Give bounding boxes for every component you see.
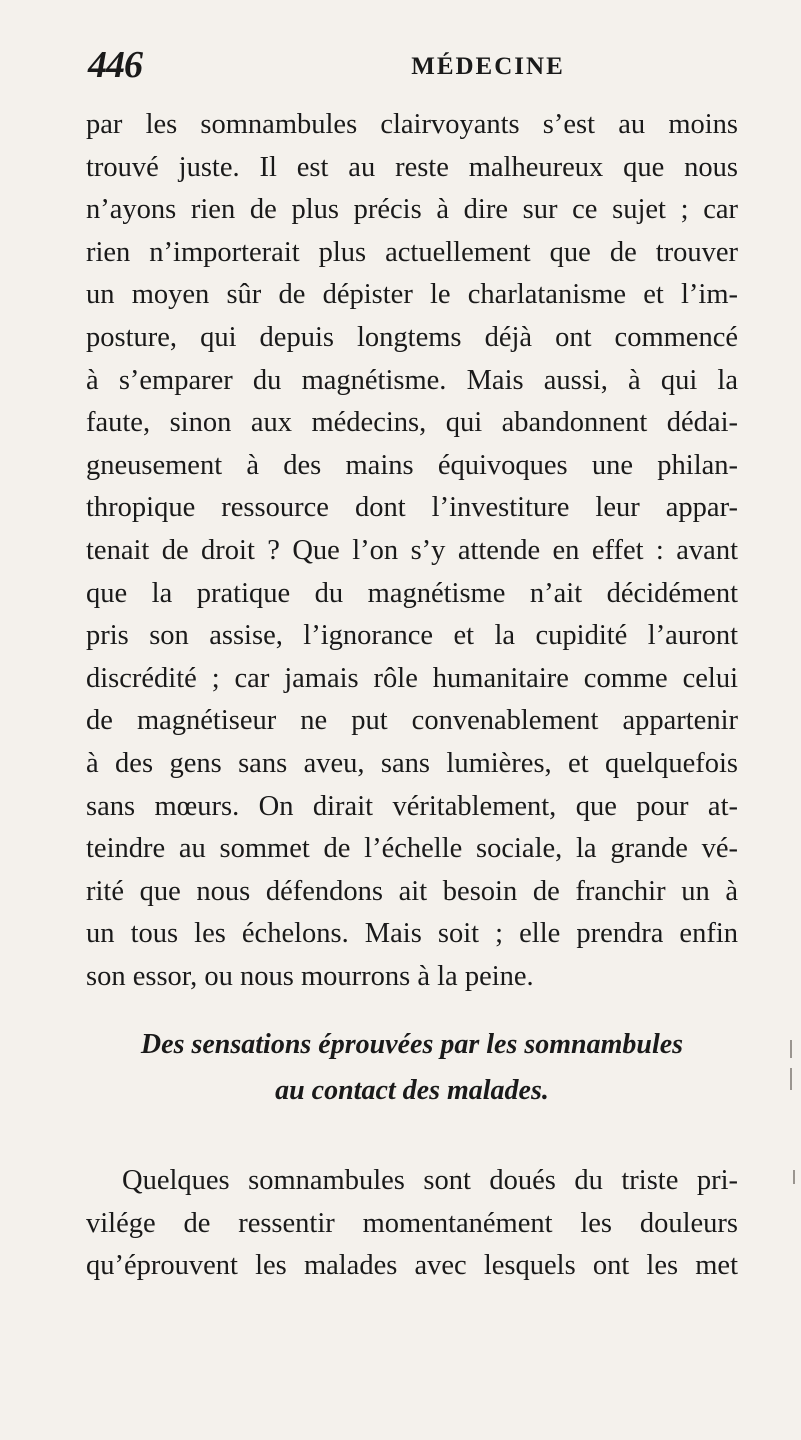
text-line: que la pratique du magnétisme n’ait décidément [86, 577, 738, 609]
text-line: tenait de droit ? Que l’on s’y attende en effet : avant [86, 534, 738, 566]
text-line: faute, sinon aux médecins, qui abandonnent dédai- [86, 407, 738, 439]
text-line: rité que nous défendons ait besoin de franchir un à [86, 875, 738, 907]
text-line: discrédité ; car jamais rôle humanitaire comme celui [86, 662, 738, 694]
text-line: rien n’importerait plus actuellement que de trouver [86, 236, 738, 268]
text-line: son essor, ou nous mourrons à la peine. [86, 960, 534, 992]
margin-speck [790, 1040, 792, 1058]
text-line: Quelques somnambules sont doués du triste pri- [122, 1165, 738, 1196]
paragraph-2 [86, 1160, 738, 1288]
text-line: gneusement à des mains équivoques une philan- [86, 449, 738, 481]
running-title: MÉDECINE [411, 53, 565, 80]
page-number: 446 [88, 44, 142, 86]
text-line: pris son assise, l’ignorance et la cupidité l’auront [86, 620, 738, 652]
margin-speck [793, 1170, 795, 1184]
text-line: un moyen sûr de dépister le charlatanisme et l’im- [86, 279, 738, 311]
text-line: thropique ressource dont l’investiture leur appar- [86, 492, 738, 524]
section-heading [86, 1022, 738, 1114]
text-line: vilége de ressentir momentanément les douleurs [86, 1207, 738, 1239]
text-line: de magnétiseur ne put convenablement appartenir [86, 705, 738, 737]
running-head [88, 40, 708, 90]
text-line: un tous les échelons. Mais soit ; elle prendra enfin [86, 918, 738, 950]
text-line: trouvé juste. Il est au reste malheureux que nous [86, 151, 738, 183]
text-line: qu’éprouvent les malades avec lesquels ont les met [86, 1250, 738, 1282]
text-line: à s’emparer du magnétisme. Mais aussi, à qui la [86, 364, 738, 396]
text-line: posture, qui depuis longtems déjà ont commencé [86, 321, 738, 353]
text-line: teindre au sommet de l’échelle sociale, la grande vé- [86, 833, 738, 865]
text-line: n’ayons rien de plus précis à dire sur ce sujet ; car [86, 194, 738, 226]
margin-speck [790, 1068, 792, 1090]
text-line: à des gens sans aveu, sans lumières, et quelquefois [86, 747, 738, 779]
heading-line: Des sensations éprouvées par les somnambules [140, 1029, 684, 1060]
paragraph-1 [86, 104, 738, 998]
text-line: sans mœurs. On dirait véritablement, que pour at- [86, 790, 738, 822]
text-line: par les somnambules clairvoyants s’est au moins [86, 109, 738, 140]
heading-line: au contact des malades. [275, 1075, 549, 1106]
